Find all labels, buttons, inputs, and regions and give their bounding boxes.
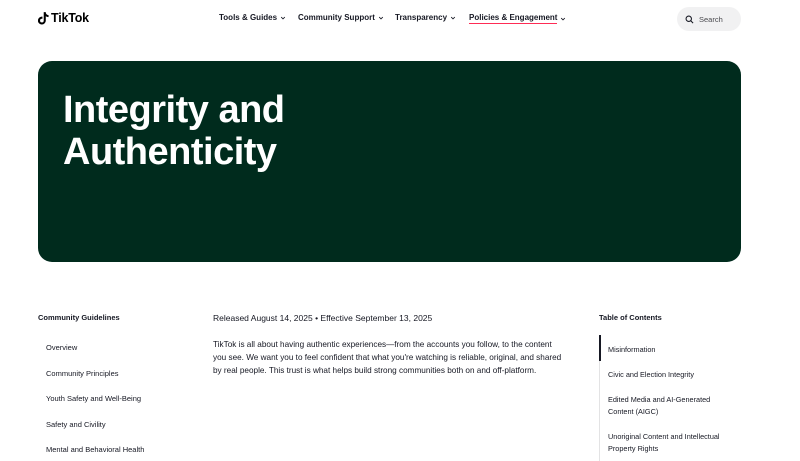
chevron-down-icon <box>280 15 286 21</box>
guidelines-sidebar <box>38 313 188 454</box>
nav-label: Community Support <box>298 13 375 22</box>
nav-tools-guides[interactable] <box>219 13 286 22</box>
table-of-contents <box>599 313 749 453</box>
hero-banner <box>38 61 741 262</box>
toc-item-unoriginal-content[interactable]: Unoriginal Content and Intellectual Property Rights <box>608 432 720 453</box>
chevron-down-icon <box>560 16 566 22</box>
sidebar-item-safety-civility[interactable]: Safety and Civility <box>46 420 106 429</box>
page-title-line: Integrity and <box>63 89 285 131</box>
sidebar-item-youth-safety[interactable]: Youth Safety and Well-Being <box>46 394 142 403</box>
nav-label: Tools & Guides <box>219 13 278 22</box>
page-title-line: Authenticity <box>63 131 277 173</box>
search-icon <box>685 15 694 24</box>
sidebar-item-community-principles[interactable]: Community Principles <box>46 369 119 378</box>
search-label: Search <box>699 14 723 24</box>
toc-active-indicator <box>599 335 601 361</box>
toc-heading: Table of Contents <box>599 313 662 322</box>
site-header <box>0 0 800 40</box>
sidebar-heading: Community Guidelines <box>38 313 120 322</box>
sidebar-item-overview[interactable]: Overview <box>46 343 78 352</box>
nav-policies-engagement[interactable] <box>469 13 566 24</box>
nav-label: Policies & Engagement <box>469 13 558 22</box>
toc-item-civic-election[interactable]: Civic and Election Integrity <box>608 370 694 379</box>
nav-label: Transparency <box>395 13 448 22</box>
search-button[interactable] <box>677 7 741 31</box>
page-title <box>63 89 285 173</box>
main-content <box>213 313 563 375</box>
toc-item-edited-media-aigc[interactable]: Edited Media and AI-Generated Content (AIGC) <box>608 395 711 416</box>
intro-paragraph: TikTok is all about having authentic experiences—from the accounts you follow, to the content you see. We want you to feel confident that what you're watching is reliable, original, and shared by real people. This trust is what helps build strong communities both on and off-platform. <box>213 340 562 375</box>
toc-item-misinformation[interactable]: Misinformation <box>608 345 656 354</box>
nav-community-support[interactable] <box>298 13 384 22</box>
sidebar-item-mental-health[interactable]: Mental and Behavioral Health <box>46 445 145 454</box>
logo-text: TikTok <box>51 11 89 25</box>
release-dates: Released August 14, 2025 • Effective September 13, 2025 <box>213 313 433 323</box>
chevron-down-icon <box>378 15 384 21</box>
nav-transparency[interactable] <box>395 13 456 22</box>
chevron-down-icon <box>450 15 456 21</box>
